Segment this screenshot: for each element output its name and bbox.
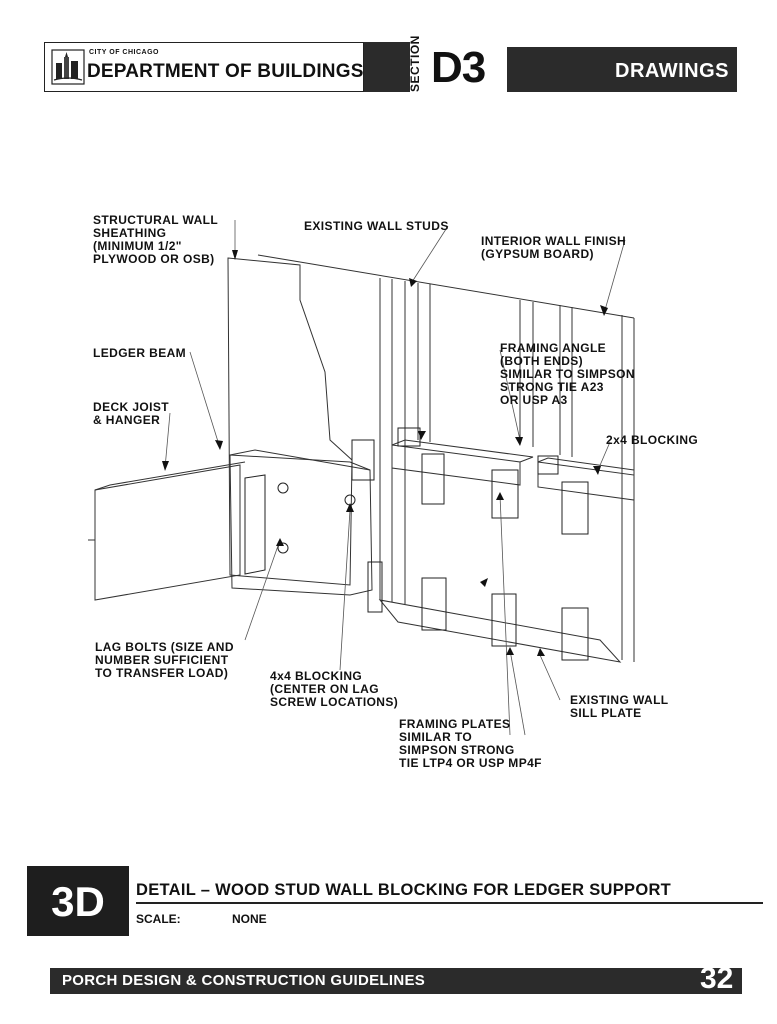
city-label: CITY OF CHICAGO [89, 49, 159, 56]
callout-lag-bolts: LAG BOLTS (SIZE AND NUMBER SUFFICIENT TO TRANSFER LOAD) [95, 640, 234, 680]
callout-2x4-blocking: 2x4 BLOCKING [606, 433, 699, 447]
section-code: D3 [431, 43, 486, 92]
callout-framing-angle: FRAMING ANGLE (BOTH ENDS) SIMILAR TO SIMPSON STRONG TIE A23 OR USP A3 [500, 341, 635, 407]
framing-hardware [352, 428, 588, 660]
lag-bolts [278, 483, 355, 553]
callout-existing-studs: EXISTING WALL STUDS [304, 219, 449, 233]
callout-sill-plate: EXISTING WALL SILL PLATE [570, 693, 669, 720]
department-name: DEPARTMENT OF BUILDINGS [87, 61, 364, 82]
callout-framing-plates: FRAMING PLATES SIMILAR TO SIMPSON STRONG TIE LTP4 OR USP MP4F [399, 717, 542, 770]
callout-interior-finish: INTERIOR WALL FINISH (GYPSUM BOARD) [481, 234, 627, 261]
callout-deck-joist: DECK JOIST & HANGER [93, 400, 170, 427]
joist-hanger [245, 475, 265, 574]
sill-plate [380, 600, 620, 662]
callout-ledger-beam: LEDGER BEAM [93, 346, 187, 360]
caption-divider [136, 902, 763, 904]
callout-sheathing: STRUCTURAL WALL SHEATHING (MINIMUM 1/2" PLYWOOD OR OSB) [93, 213, 219, 266]
page-number: 32 [700, 962, 734, 995]
scale-label: SCALE: [136, 912, 181, 926]
scale-value: NONE [232, 912, 267, 926]
page-label: PAGE [752, 972, 761, 995]
sheathing-panel [228, 258, 352, 585]
category-title: DRAWINGS [615, 60, 729, 82]
figure-title: DETAIL – WOOD STUD WALL BLOCKING FOR LEDGER SUPPORT [136, 881, 672, 899]
deck-joist [95, 465, 240, 600]
leader-lines [165, 220, 625, 735]
figure-number: 3D [51, 878, 105, 925]
callout-4x4-blocking: 4x4 BLOCKING (CENTER ON LAG SCREW LOCATIONS) [270, 669, 399, 709]
footer-title: PORCH DESIGN & CONSTRUCTION GUIDELINES [62, 972, 426, 989]
section-label: SECTION [408, 35, 422, 92]
